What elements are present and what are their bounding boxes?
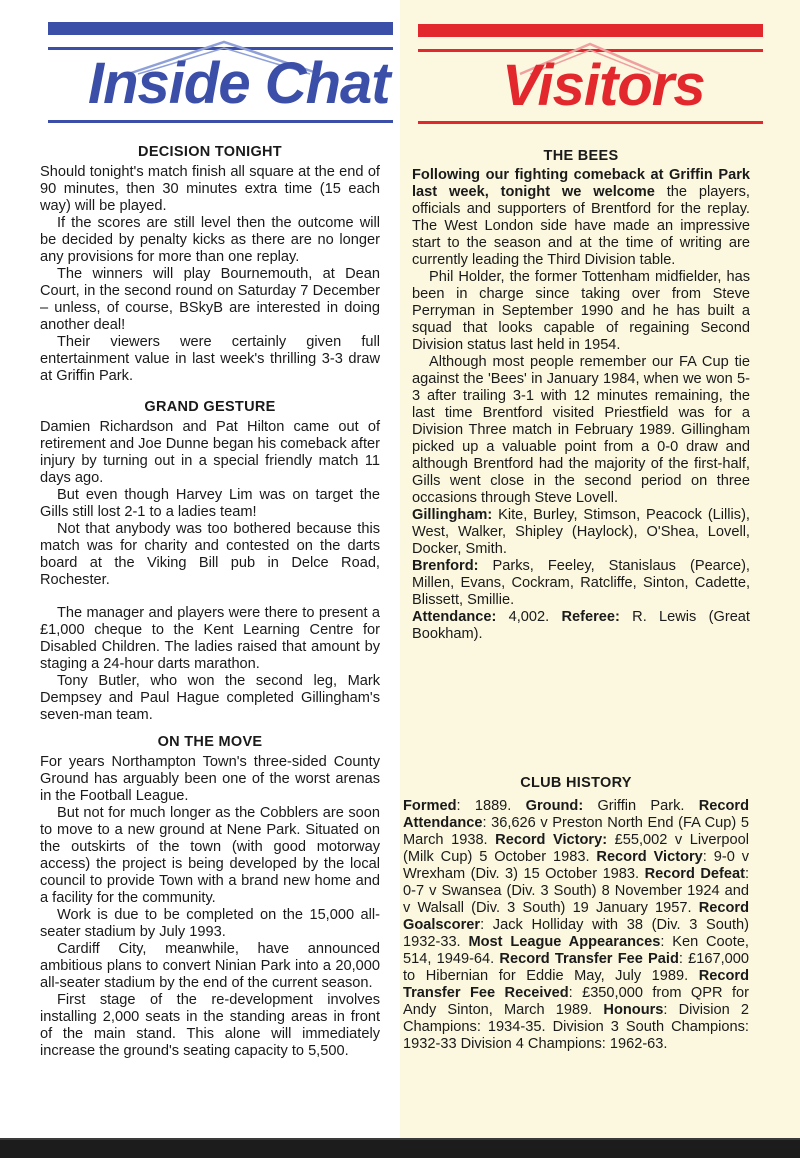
paragraph: Tony Butler, who won the second leg, Mark Dempsey and Paul Hague completed Gillingham's seven-man team. xyxy=(40,673,380,723)
ground-label: Ground: xyxy=(525,798,584,814)
heading-grand-gesture: GRAND GESTURE xyxy=(144,399,276,415)
paragraph: Damien Richardson and Pat Hilton came out of retirement and Joe Dunne began his comeback after injury by turning out in a special friendly match 11 days ago. xyxy=(40,419,380,486)
visitors-logo-text: Visitors xyxy=(502,53,705,118)
paragraph: Cardiff City, meanwhile, have announced ambitious plans to convert Ninian Park into a 20,000 all-seater stadium by the end of the current season. xyxy=(40,941,380,991)
gillingham-players: Kite, Burley, Stimson, Peacock (Lillis), West, Walker, Shipley (Haylock), O'Shea, Lovell, Docker, Smith. xyxy=(412,507,750,557)
paragraph: But even though Harvey Lim was on target the Gills still lost 2-1 to a ladies team! xyxy=(40,487,380,520)
paragraph: First stage of the re-development involves installing 2,000 seats in the standing areas in front of the main stand. This alone will immediately increase the ground's seating capacity to 5,500. xyxy=(40,992,380,1059)
record-victory-label: Record Victory: xyxy=(495,832,608,848)
inside-chat-logo xyxy=(80,36,390,120)
fee-paid-label: Record Transfer Fee Paid xyxy=(499,951,679,967)
paragraph: Work is due to be completed on the 15,000 all-seater stadium by July 1993. xyxy=(40,907,380,940)
record-victory-value: : 9-0 v Wrexham (Div. 3) 15 October 1983. xyxy=(403,849,749,882)
right-header-bar xyxy=(418,24,763,37)
paragraph: The manager and players were there to present a £1,000 cheque to the Kent Learning Centre for Disabled Children. The ladies raised that amount by staging a 24-hour darts marathon. xyxy=(40,605,380,672)
record-victory-label: Record Victory xyxy=(596,849,703,865)
paragraph: For years Northampton Town's three-sided County Ground has arguably been one of the worst arenas in the Football League. xyxy=(40,754,380,804)
most-appearances-label: Most League Appearances xyxy=(468,934,661,950)
honours-value: : Division 2 Champions: 1934-35. Division 3 South Champions: 1932-33 Division 4 Champions: 1962-63. xyxy=(403,1002,750,1052)
left-header-bar xyxy=(48,22,393,35)
referee-label: Referee: xyxy=(561,609,620,625)
gillingham-lineup xyxy=(412,507,750,558)
record-attendance-label: Record Attendance xyxy=(403,798,749,831)
paragraph: Should tonight's match finish all square at the end of 90 minutes, then 30 minutes extra time (15 each way) will be played. xyxy=(40,164,380,214)
formed-value: : 1889. xyxy=(456,798,512,814)
record-goalscorer-value: : Jack Holliday with 38 (Div. 3 South) 1932-33. xyxy=(403,917,749,950)
match-facts xyxy=(412,609,750,643)
record-attendance-value: : 36,626 v Preston North End (FA Cup) 5 March 1938. xyxy=(403,815,749,848)
record-goalscorer-label: Record Goalscorer xyxy=(403,900,749,933)
paragraph: Not that anybody was too bothered because this match was for charity and contested on the darts board at the Viking Bill pub in Delce Road, Rochester. xyxy=(40,521,380,588)
visitors-article xyxy=(412,148,750,643)
visitors-logo xyxy=(480,38,720,122)
brentford-players: Parks, Feeley, Stanislaus (Pearce), Millen, Evans, Cockram, Ratcliffe, Sinton, Cadette, Blissett, Smillie. xyxy=(412,558,750,608)
heading-the-bees: THE BEES xyxy=(543,148,619,164)
attendance-label: Attendance: xyxy=(412,609,497,625)
record-victory-value: £55,002 v Liverpool (Milk Cup) 5 October 1983. xyxy=(403,832,749,865)
heading-decision-tonight: DECISION TONIGHT xyxy=(138,144,282,160)
inside-chat-articles xyxy=(40,144,380,1060)
paragraph: If the scores are still level then the outcome will be decided by penalty kicks as there are no longer any provisions for more than one replay. xyxy=(40,215,380,265)
formed-label: Formed xyxy=(403,798,457,814)
bottom-edge xyxy=(0,1140,800,1158)
referee-value: R. Lewis (Great Bookham). xyxy=(412,609,750,642)
most-appearances-value: : Ken Coote, 514, 1949-64. xyxy=(403,934,749,967)
paragraph: Phil Holder, the former Tottenham midfielder, has been in charge since taking over from Steve Perryman in September 1990 and he has built a squad that looks capable of regaining Second Division status last held in 1954. xyxy=(412,269,750,353)
paragraph xyxy=(412,167,750,269)
gillingham-label: Gillingham: xyxy=(412,507,493,523)
left-footer-rule xyxy=(48,120,393,123)
ground-value: Griffin Park. xyxy=(597,798,685,814)
paragraph: Although most people remember our FA Cup tie against the 'Bees' in January 1984, when we won 5-3 after trailing 3-1 with 12 minutes remaining, the last time Brentford visited Priestfield was for a Division Three match in February 1989. Gillingham picked up a valuable point from a 0-0 draw and although Brentford had the majority of the first-half, Gills went close in the second period on three occasions through Steve Lovell. xyxy=(412,354,750,506)
record-defeat-label: Record Defeat xyxy=(644,866,745,882)
record-defeat-value: : 0-7 v Swansea (Div. 3 South) 8 November 1924 and v Walsall (Div. 3 South) 19 January 1957. xyxy=(403,866,750,916)
club-history-text xyxy=(403,798,749,1053)
intro-rest: the players, officials and supporters of Brentford for the replay. The West London side have made an impressive start to the season and at the time of writing are currently leading the Third Division table. xyxy=(412,184,750,268)
attendance-value: 4,002. xyxy=(508,609,550,625)
inside-chat-logo-text: Inside Chat xyxy=(88,51,390,116)
paragraph: Their viewers were certainly given full entertainment value in last week's thrilling 3-3 draw at Griffin Park. xyxy=(40,334,380,384)
paragraph: But not for much longer as the Cobblers are soon to move to a new ground at Nene Park. Situated on the outskirts of the town (with good motorway access) the project is being developed by the local council to provide Town with a brand new home and a facility for the community. xyxy=(40,805,380,906)
fee-received-value: : £350,000 from QPR for Andy Sinton, March 1989. xyxy=(403,985,749,1018)
honours-label: Honours xyxy=(603,1002,664,1018)
brentford-lineup xyxy=(412,558,750,609)
fee-received-label: Record Transfer Fee Received xyxy=(403,968,749,1001)
fee-paid-value: : £167,000 to Hibernian for Eddie May, July 1989. xyxy=(403,951,749,984)
heading-club-history: CLUB HISTORY xyxy=(520,775,632,791)
heading-on-the-move: ON THE MOVE xyxy=(157,734,263,750)
brentford-label: Brenford: xyxy=(412,558,479,574)
club-history xyxy=(403,775,749,1053)
intro-bold: Following our fighting comeback at Griffin Park last week, tonight we welcome xyxy=(412,167,750,200)
paragraph: The winners will play Bournemouth, at Dean Court, in the second round on Saturday 7 December – unless, of course, BSkyB are interested in doing another deal! xyxy=(40,266,380,333)
